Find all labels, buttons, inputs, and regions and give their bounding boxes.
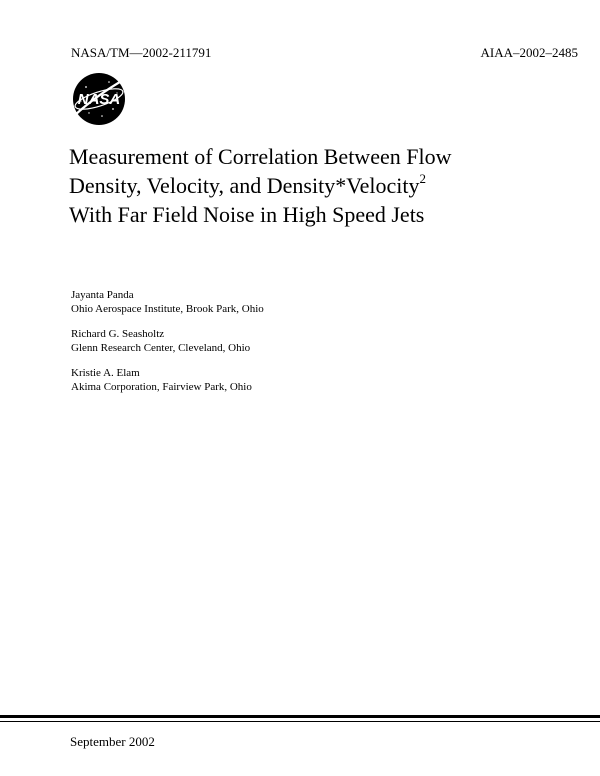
title-line-3: With Far Field Noise in High Speed Jets [69,202,425,227]
title-superscript: 2 [419,170,427,186]
publication-date: September 2002 [70,734,155,749]
author-affiliation: Ohio Aerospace Institute, Brook Park, Ohio [71,303,264,315]
document-title [69,142,589,229]
title-line-2-text: Density, Velocity, and Density*Velocity [69,173,420,198]
author-entry [71,288,264,316]
author-name: Jayanta Panda [71,289,134,301]
title-line-2 [69,171,589,200]
author-name: Richard G. Seasholtz [71,328,165,340]
footer-rule-thick [0,715,600,718]
author-list [71,288,264,405]
footer-rule-thin [0,721,600,722]
title-line-1: Measurement of Correlation Between Flow [69,144,452,169]
conference-number: AIAA–2002–2485 [480,45,578,60]
report-number: NASA/TM—2002-211791 [71,45,212,60]
author-affiliation: Akima Corporation, Fairview Park, Ohio [71,381,252,393]
logo-text: NASA [77,91,121,108]
author-entry [71,327,264,355]
author-name: Kristie A. Elam [71,367,140,379]
author-affiliation: Glenn Research Center, Cleveland, Ohio [71,342,251,354]
author-entry [71,366,264,394]
nasa-logo-icon [69,71,129,127]
